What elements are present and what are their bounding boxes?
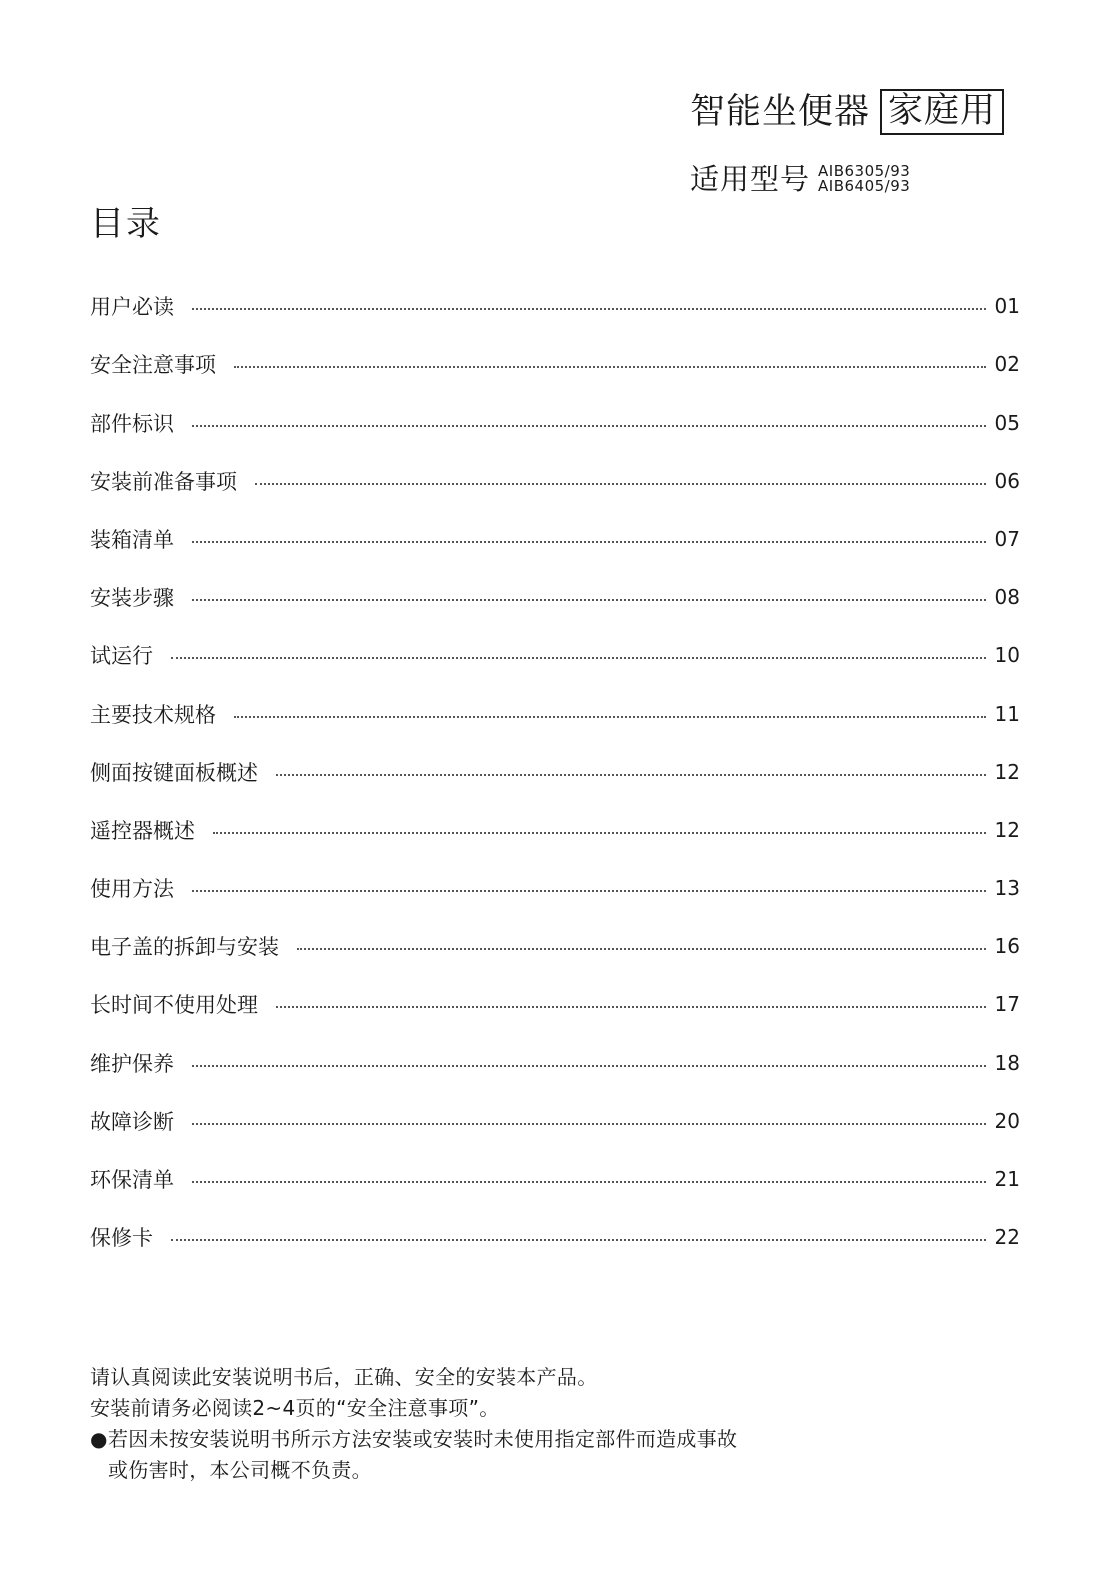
dot-leader (276, 1006, 986, 1008)
disclaimer-text: 若因未按安装说明书所示方法安装或安装时未使用指定部件而造成事故 (108, 1427, 738, 1451)
dot-leader (192, 425, 986, 427)
toc-entry-label: 主要技术规格 (90, 702, 216, 727)
toc-entry-label: 装箱清单 (90, 527, 174, 552)
toc-entry-label: 遥控器概述 (90, 818, 195, 843)
toc-entry[interactable] (90, 623, 1020, 681)
model-label: 适用型号 (690, 161, 811, 196)
toc-entry-page: 01 (994, 294, 1020, 319)
toc-heading: 目录 (90, 204, 162, 244)
disclaimer-line (90, 1424, 737, 1455)
toc-entry-label: 安装前准备事项 (90, 469, 237, 494)
toc-entry-page: 10 (994, 643, 1020, 668)
toc-entry-page: 18 (994, 1050, 1020, 1075)
toc-entry[interactable] (90, 1030, 1020, 1088)
document-header (690, 86, 1090, 196)
toc-entry-page: 22 (994, 1225, 1020, 1250)
toc-entry-page: 02 (994, 352, 1020, 377)
dot-leader (234, 716, 986, 718)
toc-entry-label: 部件标识 (90, 411, 174, 436)
dot-leader (213, 832, 986, 834)
dot-leader (192, 308, 986, 310)
note-line: 安装前请务必阅读2~4页的“安全注意事项”。 (90, 1396, 500, 1420)
reading-notes (90, 1362, 737, 1486)
table-of-contents (90, 274, 1020, 1263)
dot-leader (192, 890, 986, 892)
toc-entry-page: 05 (994, 410, 1020, 435)
toc-entry-page: 12 (994, 817, 1020, 842)
dot-leader (171, 1239, 986, 1241)
toc-entry-label: 试运行 (90, 644, 153, 669)
dot-leader (192, 1123, 986, 1125)
dot-leader (192, 599, 986, 601)
toc-entry[interactable] (90, 856, 1020, 914)
bullet-icon: ● (90, 1427, 108, 1451)
note-line: 请认真阅读此安装说明书后，正确、安全的安装本产品。 (90, 1365, 598, 1389)
toc-entry[interactable] (90, 390, 1020, 448)
dot-leader (192, 541, 986, 543)
usage-badge: 家庭用 (880, 89, 1004, 135)
toc-entry[interactable] (90, 1147, 1020, 1205)
dot-leader (192, 1181, 986, 1183)
dot-leader (234, 366, 986, 368)
toc-entry[interactable] (90, 1205, 1020, 1263)
model-list (818, 164, 910, 194)
toc-entry-page: 08 (994, 585, 1020, 610)
toc-entry-page: 16 (994, 934, 1020, 959)
toc-entry-page: 20 (994, 1108, 1020, 1133)
toc-entry[interactable] (90, 681, 1020, 739)
toc-entry[interactable] (90, 449, 1020, 507)
title-row (690, 86, 1090, 138)
toc-entry-page: 21 (994, 1167, 1020, 1191)
toc-entry[interactable] (90, 332, 1020, 390)
toc-entry[interactable] (90, 798, 1020, 856)
toc-entry[interactable] (90, 914, 1020, 972)
model-row (690, 161, 911, 196)
toc-entry-page: 12 (994, 759, 1020, 784)
toc-entry[interactable] (90, 972, 1020, 1030)
dot-leader (171, 657, 986, 659)
toc-entry[interactable] (90, 507, 1020, 565)
toc-entry-label: 安全注意事项 (90, 353, 216, 378)
dot-leader (255, 483, 986, 485)
model-number: AIB6305/93 (818, 162, 911, 180)
toc-entry-page: 11 (994, 701, 1020, 726)
toc-entry-label: 使用方法 (90, 877, 174, 902)
toc-entry-label: 保修卡 (90, 1226, 153, 1251)
toc-entry-page: 06 (994, 468, 1020, 493)
toc-entry[interactable] (90, 740, 1020, 798)
toc-entry[interactable] (90, 274, 1020, 332)
toc-entry-page: 13 (994, 876, 1020, 901)
dot-leader (276, 774, 986, 776)
toc-entry-page: 07 (994, 526, 1020, 551)
toc-entry-label: 用户必读 (90, 295, 174, 320)
toc-entry[interactable] (90, 565, 1020, 623)
toc-entry-page: 17 (994, 992, 1020, 1017)
dot-leader (297, 948, 986, 950)
product-title: 智能坐便器 (690, 91, 871, 132)
toc-entry-label: 电子盖的拆卸与安装 (90, 935, 279, 960)
toc-entry-label: 长时间不使用处理 (90, 993, 258, 1018)
dot-leader (192, 1065, 986, 1067)
toc-entry-label: 环保清单 (90, 1168, 174, 1192)
model-number: AIB6405/93 (818, 177, 911, 195)
toc-entry-label: 维护保养 (90, 1051, 174, 1076)
disclaimer-continuation: 或伤害时，本公司概不负责。 (108, 1458, 372, 1482)
toc-entry-label: 故障诊断 (90, 1109, 174, 1134)
toc-entry-label: 安装步骤 (90, 586, 174, 611)
toc-entry-label: 侧面按键面板概述 (90, 760, 258, 785)
toc-entry[interactable] (90, 1089, 1020, 1147)
